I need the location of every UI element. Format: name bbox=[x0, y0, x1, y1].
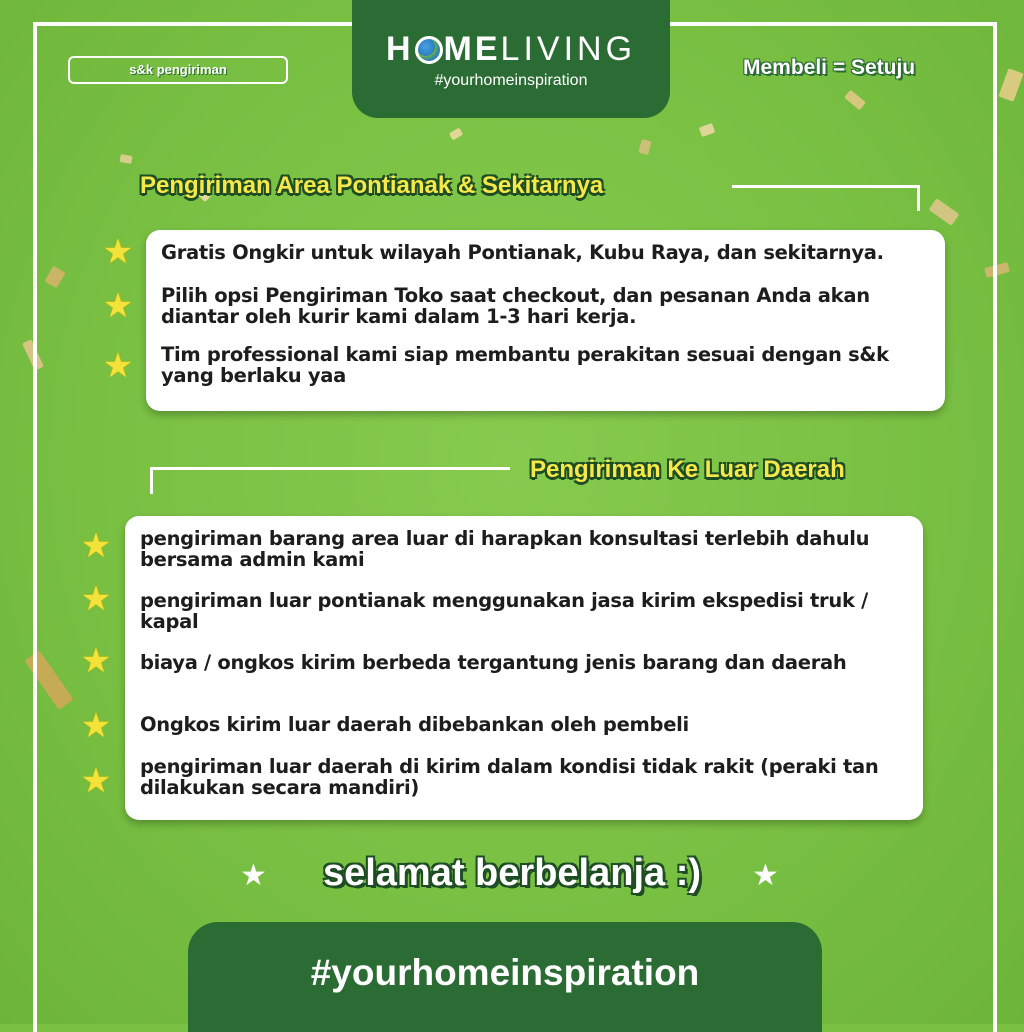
globe-icon bbox=[415, 36, 443, 64]
footer-tab bbox=[188, 922, 822, 1032]
agreement-text: Membeli = Setuju bbox=[743, 56, 916, 79]
list-item: Tim professional kami siap membantu perakitan sesuai dengan s&k yang berlaku yaa bbox=[161, 343, 889, 387]
star-icon: ★ bbox=[102, 347, 134, 385]
star-icon: ★ bbox=[80, 642, 112, 680]
section-local-title: Pengiriman Area Pontianak & Sekitarnya bbox=[140, 172, 604, 199]
star-icon: ★ bbox=[752, 859, 779, 892]
sk-pengiriman-pill: s&k pengiriman bbox=[68, 56, 288, 84]
brand-logo: H MELIVING bbox=[385, 30, 637, 68]
list-item: Gratis Ongkir untuk wilayah Pontianak, Kubu Raya, dan sekitarnya. bbox=[161, 241, 884, 264]
list-item: Pilih opsi Pengiriman Toko saat checkout, dan pesanan Anda akan diantar oleh kurir kami dalam 1-3 hari kerja. bbox=[161, 284, 870, 328]
brand-tagline: #yourhomeinspiration bbox=[434, 72, 588, 89]
divider-line bbox=[732, 185, 920, 188]
list-item: pengiriman luar pontianak menggunakan jasa kirim ekspedisi truk / kapal bbox=[140, 589, 868, 633]
footer-tagline: #yourhomeinspiration bbox=[310, 952, 700, 993]
section-outside-title: Pengiriman Ke Luar Daerah bbox=[530, 456, 845, 483]
star-icon: ★ bbox=[102, 287, 134, 325]
logo-tab bbox=[352, 0, 670, 118]
divider-line bbox=[917, 185, 920, 211]
divider-line bbox=[150, 467, 510, 470]
closing-message: selamat berbelanja :) bbox=[322, 852, 702, 894]
star-icon: ★ bbox=[80, 580, 112, 618]
star-icon: ★ bbox=[80, 762, 112, 800]
star-icon: ★ bbox=[102, 233, 134, 271]
star-icon: ★ bbox=[240, 859, 267, 892]
list-item: biaya / ongkos kirim berbeda tergantung jenis barang dan daerah bbox=[140, 651, 847, 674]
star-icon: ★ bbox=[80, 707, 112, 745]
local-shipping-card bbox=[146, 230, 945, 411]
list-item: pengiriman luar daerah di kirim dalam kondisi tidak rakit (peraki tan dilakukan secara mandiri) bbox=[140, 755, 879, 799]
star-icon: ★ bbox=[80, 527, 112, 565]
outside-shipping-card bbox=[125, 516, 923, 820]
list-item: Ongkos kirim luar daerah dibebankan oleh pembeli bbox=[140, 713, 689, 736]
divider-line bbox=[150, 467, 153, 494]
list-item: pengiriman barang area luar di harapkan konsultasi terlebih dahulu bersama admin kami bbox=[140, 527, 870, 571]
